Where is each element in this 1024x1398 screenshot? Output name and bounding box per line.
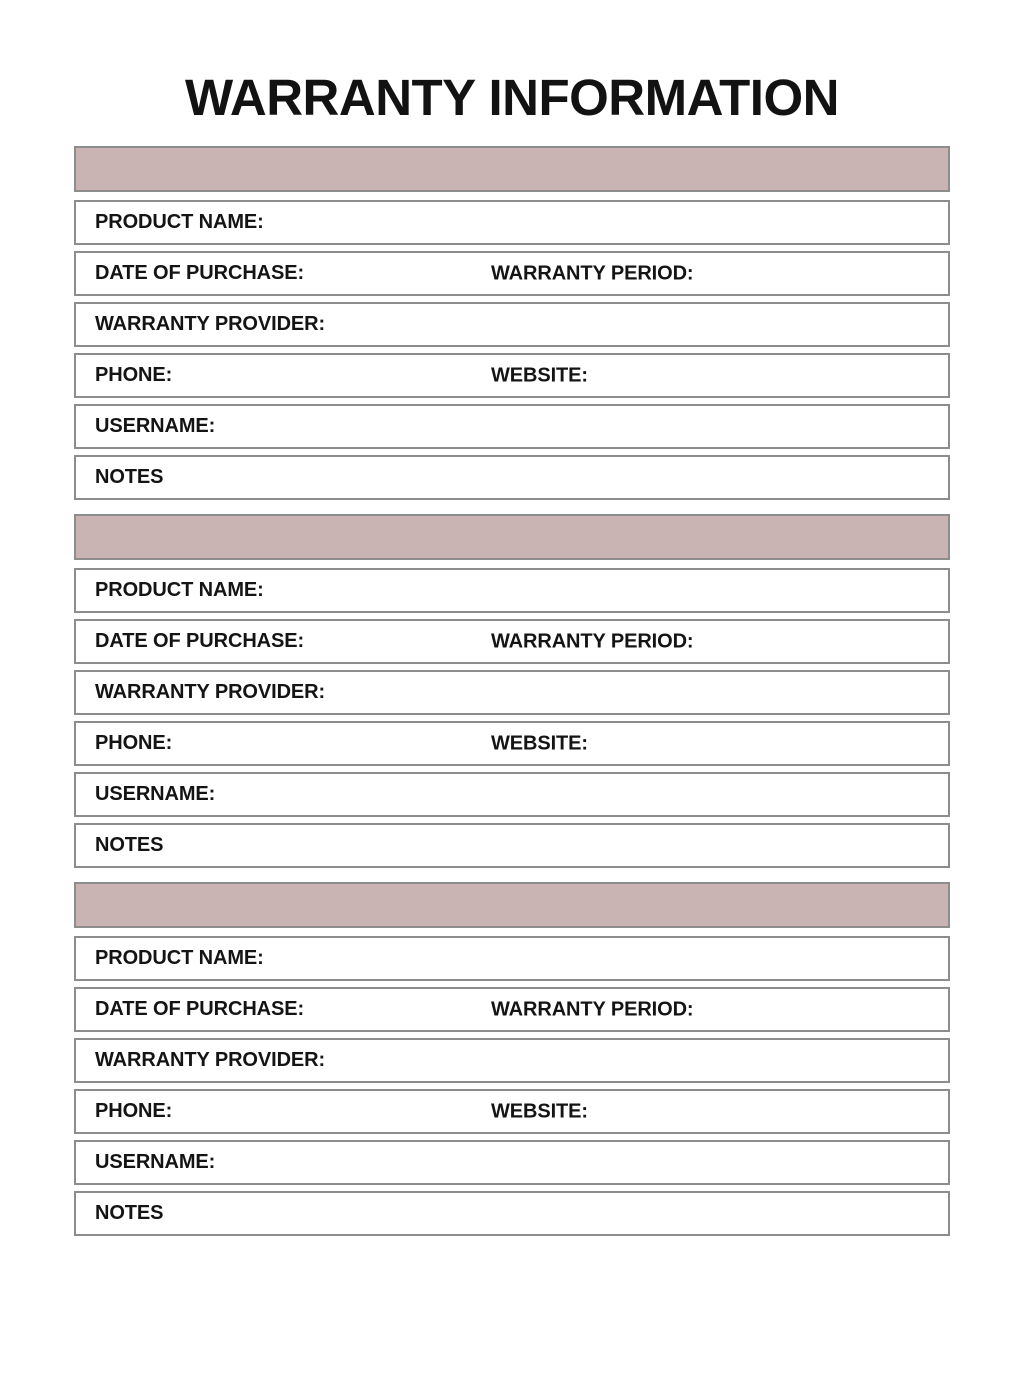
notes-blank[interactable] — [163, 1193, 948, 1234]
field-row-purchase-warranty[interactable] — [74, 987, 950, 1032]
form-content — [74, 146, 950, 1236]
field-row-notes[interactable] — [74, 823, 950, 868]
phone-label: PHONE: — [95, 364, 173, 386]
notes-label: NOTES — [95, 466, 164, 488]
phone-label: PHONE: — [95, 1100, 173, 1122]
field-row-username[interactable] — [74, 772, 950, 817]
warranty-section-2 — [74, 514, 950, 868]
section-header-bar — [74, 882, 950, 928]
product-name-label: PRODUCT NAME: — [95, 211, 264, 233]
warranty-provider-label: WARRANTY PROVIDER: — [95, 681, 326, 703]
username-blank[interactable] — [215, 1142, 948, 1183]
field-row-purchase-warranty[interactable] — [74, 619, 950, 664]
warranty-period-label: WARRANTY PERIOD: — [491, 262, 694, 284]
warranty-period-label: WARRANTY PERIOD: — [491, 630, 694, 652]
username-blank[interactable] — [215, 774, 948, 815]
product-name-blank[interactable] — [264, 570, 948, 611]
field-row-purchase-warranty[interactable] — [74, 251, 950, 296]
section-header-bar — [74, 146, 950, 192]
field-row-product-name[interactable] — [74, 568, 950, 613]
username-blank[interactable] — [215, 406, 948, 447]
date-of-purchase-label: DATE OF PURCHASE: — [95, 998, 305, 1020]
warranty-provider-blank[interactable] — [325, 672, 948, 713]
document-page — [0, 69, 1024, 1398]
field-row-username[interactable] — [74, 404, 950, 449]
field-row-notes[interactable] — [74, 1191, 950, 1236]
notes-blank[interactable] — [163, 825, 948, 866]
username-label: USERNAME: — [95, 415, 216, 437]
product-name-label: PRODUCT NAME: — [95, 579, 264, 601]
website-label: WEBSITE: — [491, 732, 588, 754]
notes-blank[interactable] — [163, 457, 948, 498]
warranty-period-label: WARRANTY PERIOD: — [491, 998, 694, 1020]
product-name-blank[interactable] — [264, 202, 948, 243]
warranty-provider-blank[interactable] — [325, 304, 948, 345]
warranty-section-3 — [74, 882, 950, 1236]
warranty-provider-label: WARRANTY PROVIDER: — [95, 1049, 326, 1071]
date-of-purchase-label: DATE OF PURCHASE: — [95, 630, 305, 652]
field-row-warranty-provider[interactable] — [74, 1038, 950, 1083]
warranty-provider-label: WARRANTY PROVIDER: — [95, 313, 326, 335]
username-label: USERNAME: — [95, 1151, 216, 1173]
phone-label: PHONE: — [95, 732, 173, 754]
field-row-warranty-provider[interactable] — [74, 670, 950, 715]
username-label: USERNAME: — [95, 783, 216, 805]
field-row-phone-website[interactable] — [74, 1089, 950, 1134]
field-row-product-name[interactable] — [74, 936, 950, 981]
field-row-username[interactable] — [74, 1140, 950, 1185]
field-row-phone-website[interactable] — [74, 353, 950, 398]
field-row-product-name[interactable] — [74, 200, 950, 245]
warranty-section-1 — [74, 146, 950, 500]
website-label: WEBSITE: — [491, 1100, 588, 1122]
date-of-purchase-label: DATE OF PURCHASE: — [95, 262, 305, 284]
product-name-label: PRODUCT NAME: — [95, 947, 264, 969]
page-title: WARRANTY INFORMATION — [185, 69, 839, 126]
warranty-provider-blank[interactable] — [325, 1040, 948, 1081]
notes-label: NOTES — [95, 834, 164, 856]
section-header-bar — [74, 514, 950, 560]
field-row-warranty-provider[interactable] — [74, 302, 950, 347]
field-row-notes[interactable] — [74, 455, 950, 500]
notes-label: NOTES — [95, 1202, 164, 1224]
product-name-blank[interactable] — [264, 938, 948, 979]
website-label: WEBSITE: — [491, 364, 588, 386]
field-row-phone-website[interactable] — [74, 721, 950, 766]
